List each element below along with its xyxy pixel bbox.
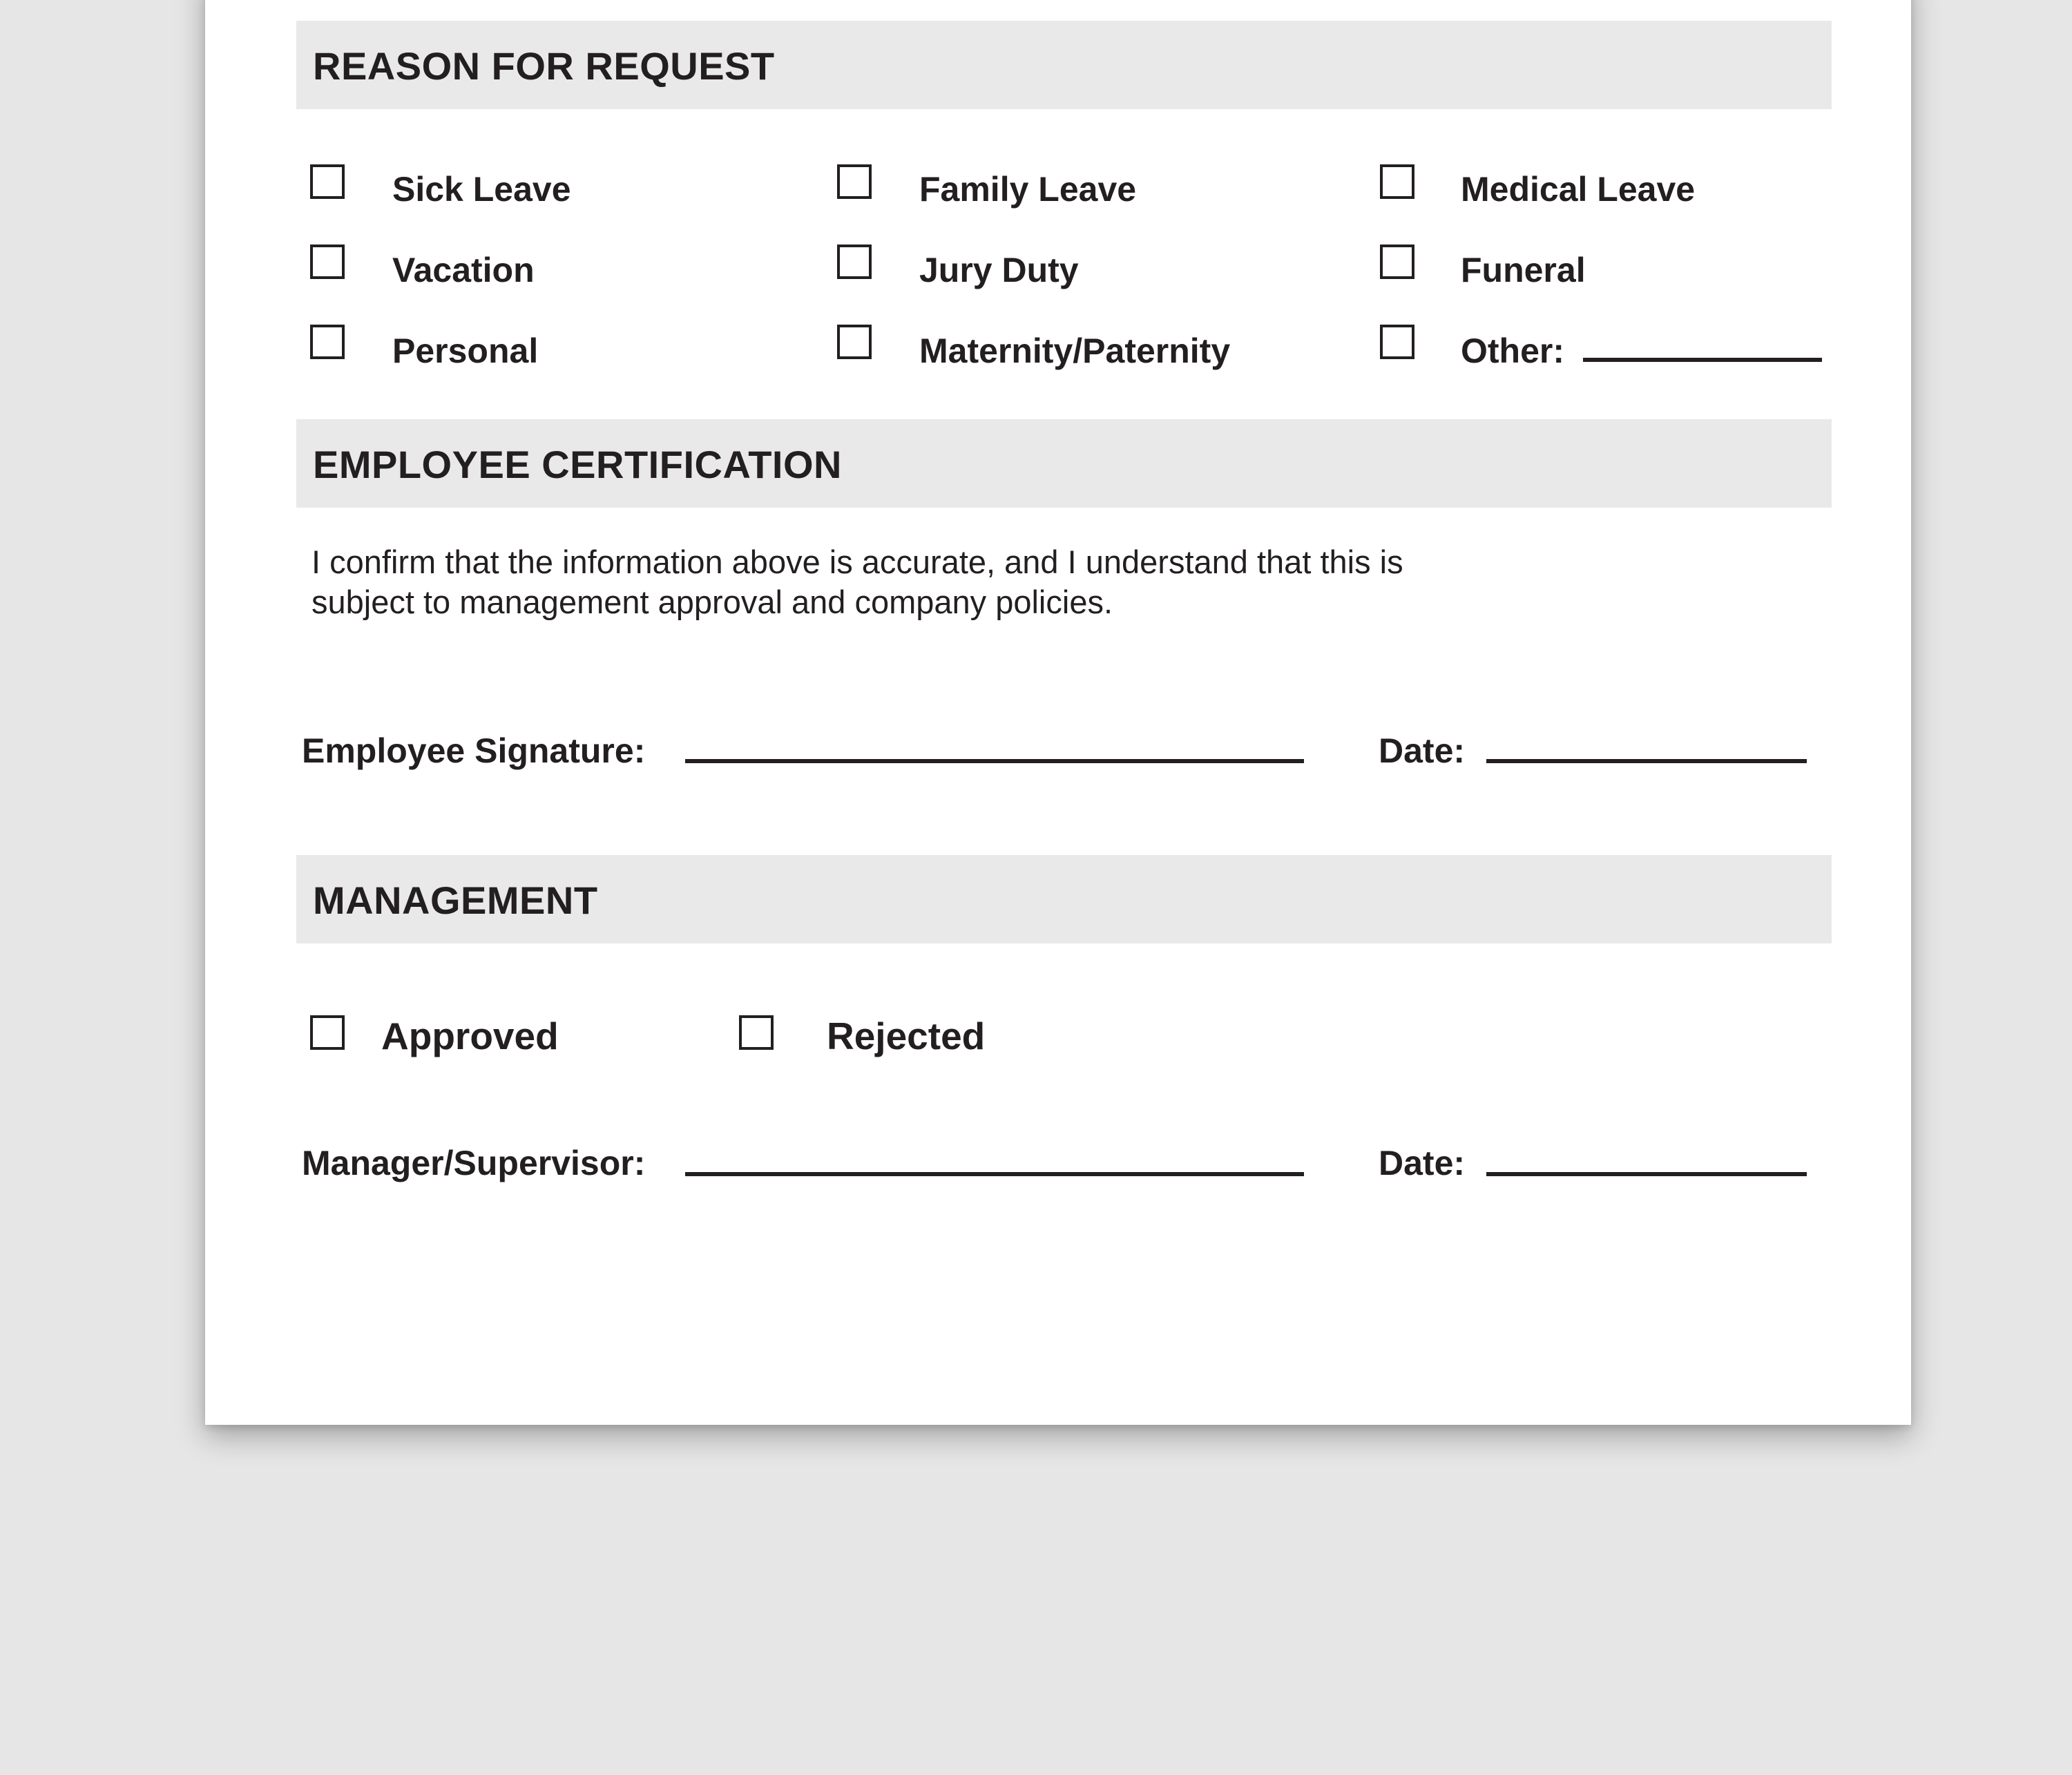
- management-section-header: [296, 855, 1832, 943]
- certification-section-header: [296, 419, 1832, 508]
- reason-section-title: REASON FOR REQUEST: [313, 44, 775, 88]
- manager-date-line[interactable]: [1486, 1172, 1807, 1176]
- employee-date-label: Date:: [1379, 731, 1466, 770]
- employee-signature-label: Employee Signature:: [302, 731, 646, 770]
- maternity-paternity-label: Maternity/Paternity: [919, 332, 1231, 370]
- employee-date-line[interactable]: [1486, 759, 1807, 763]
- jury-duty-label: Jury Duty: [919, 251, 1079, 289]
- form-page: [205, 0, 1911, 1425]
- management-section-title: MANAGEMENT: [313, 879, 598, 922]
- reason-section-header: [296, 21, 1832, 109]
- family-leave-checkbox[interactable]: [837, 164, 872, 199]
- jury-duty-checkbox[interactable]: [837, 244, 872, 279]
- funeral-label: Funeral: [1461, 251, 1586, 289]
- manager-signature-line[interactable]: [685, 1172, 1304, 1176]
- other-checkbox[interactable]: [1380, 325, 1414, 359]
- manager-supervisor-label: Manager/Supervisor:: [302, 1144, 646, 1182]
- other-input-line[interactable]: [1583, 358, 1822, 362]
- certification-statement-line-2: subject to management approval and company policies.: [311, 584, 1113, 620]
- rejected-label: Rejected: [827, 1015, 986, 1057]
- family-leave-label: Family Leave: [919, 170, 1137, 209]
- employee-signature-line[interactable]: [685, 759, 1304, 763]
- certification-statement: [311, 542, 1762, 622]
- approved-checkbox[interactable]: [310, 1015, 345, 1050]
- vacation-checkbox[interactable]: [310, 244, 345, 279]
- sick-leave-checkbox[interactable]: [310, 164, 345, 199]
- other-label: Other:: [1461, 332, 1564, 370]
- manager-date-label: Date:: [1379, 1144, 1466, 1182]
- personal-label: Personal: [392, 332, 539, 370]
- certification-section-title: EMPLOYEE CERTIFICATION: [313, 443, 842, 486]
- rejected-checkbox[interactable]: [739, 1015, 774, 1050]
- certification-statement-line-1: I confirm that the information above is accurate, and I understand that this is: [311, 544, 1403, 580]
- personal-checkbox[interactable]: [310, 325, 345, 359]
- funeral-checkbox[interactable]: [1380, 244, 1414, 279]
- vacation-label: Vacation: [392, 251, 535, 289]
- medical-leave-checkbox[interactable]: [1380, 164, 1414, 199]
- sick-leave-label: Sick Leave: [392, 170, 571, 209]
- approved-label: Approved: [381, 1015, 559, 1057]
- maternity-paternity-checkbox[interactable]: [837, 325, 872, 359]
- medical-leave-label: Medical Leave: [1461, 170, 1696, 209]
